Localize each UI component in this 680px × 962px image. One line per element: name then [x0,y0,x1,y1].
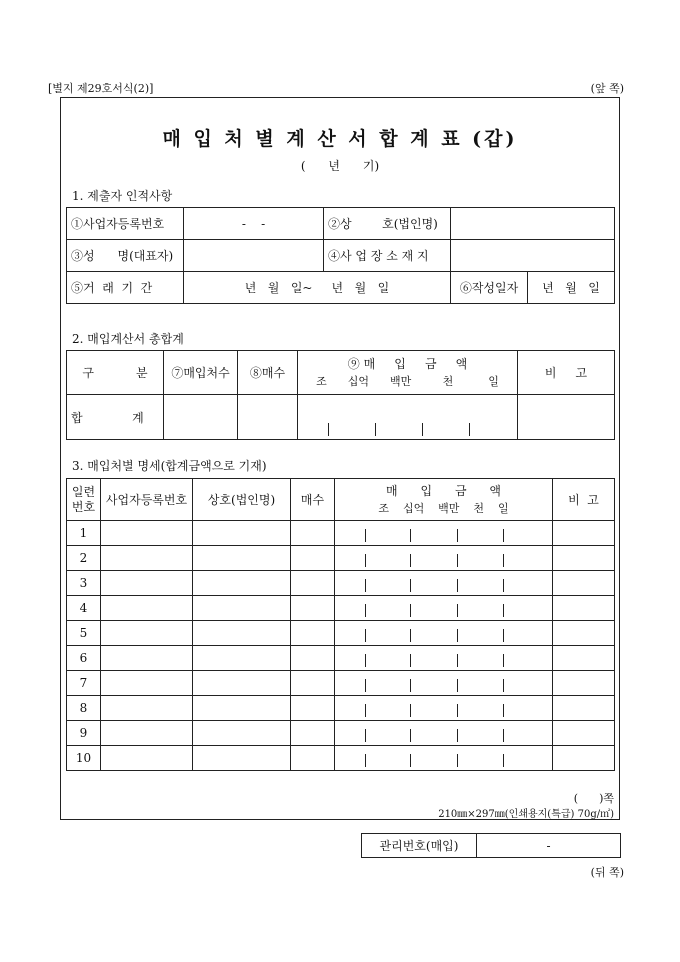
unit-divider [410,529,411,542]
total-table [66,350,615,440]
row-sheets[interactable] [291,621,335,646]
row-number: 5 [67,621,101,646]
unit-divider [410,679,411,692]
period-label: ⑤거 래 기 간 [67,272,184,304]
unit-divider [503,654,504,667]
row-biz-no[interactable] [101,571,193,596]
submitter-table [66,207,615,304]
name-value[interactable] [451,208,615,240]
table-row [67,521,615,546]
unit-divider [503,754,504,767]
row-sheets[interactable] [291,746,335,771]
row-biz-no[interactable] [101,521,193,546]
col-seq: 일련 번호 [67,479,101,521]
row-number: 7 [67,671,101,696]
unit-divider [365,654,366,667]
mgmt-label: 관리번호(매입) [362,834,477,858]
biz-no-label: ①사업자등록번호 [67,208,184,240]
section3-heading: 3. 매입처별 명세(합계금액으로 기재) [72,459,267,473]
unit-divider [410,654,411,667]
row-number: 3 [67,571,101,596]
row-note[interactable] [553,546,615,571]
col-div: 구 분 [67,351,164,395]
table-row [67,596,615,621]
written-value[interactable]: 년 월 일 [528,272,615,304]
col-sheets: ⑧매수 [238,351,298,395]
row-sheets[interactable] [291,596,335,621]
back-label: (뒤 쪽) [590,866,624,879]
row-sheets[interactable] [291,671,335,696]
rep-value[interactable] [184,240,324,272]
unit-divider [365,729,366,742]
unit-divider [365,629,366,642]
written-label: ⑥작성일자 [451,272,528,304]
row-amount[interactable] [335,546,553,571]
unit-divider [457,554,458,567]
unit-divider [503,529,504,542]
unit-divider [503,629,504,642]
unit-divider [410,554,411,567]
row-note[interactable] [553,596,615,621]
col-amount [298,351,518,395]
table-row [67,546,615,571]
total-amount[interactable] [298,395,518,440]
unit-divider [503,554,504,567]
row-sheets[interactable] [291,546,335,571]
unit-divider [365,554,366,567]
row-number: 6 [67,646,101,671]
mgmt-value[interactable]: - [477,834,621,858]
row-biz-no[interactable] [101,646,193,671]
amount-units: 조 십억 백만 천 일 [316,374,499,388]
unit-divider [457,654,458,667]
unit-divider [410,604,411,617]
unit-divider [457,754,458,767]
front-label: (앞 쪽) [590,82,624,95]
unit-divider [410,629,411,642]
row-sheets[interactable] [291,721,335,746]
row-name[interactable] [193,521,291,546]
row-name[interactable] [193,596,291,621]
row-name[interactable] [193,671,291,696]
unit-divider [457,704,458,717]
row-biz-no[interactable] [101,746,193,771]
row-number: 10 [67,746,101,771]
period-value[interactable]: 년 월 일~ 년 월 일 [184,272,451,304]
form-label: [별지 제29호서식(2)] [48,82,154,95]
rep-label: ③성 명(대표자) [67,240,184,272]
paper-spec: 210㎜×297㎜(인쇄용지(특급) 70g/㎡) [438,809,614,820]
section2-heading: 2. 매입계산서 총합계 [72,332,184,346]
unit-divider [365,754,366,767]
row-note[interactable] [553,721,615,746]
row-amount[interactable] [335,596,553,621]
section1-heading: 1. 제출자 인적사항 [72,189,173,203]
table-row [67,571,615,596]
table-row [67,646,615,671]
row-sheets[interactable] [291,521,335,546]
unit-divider [457,729,458,742]
row-biz-no[interactable] [101,621,193,646]
row-note[interactable] [553,621,615,646]
col-amount [335,479,553,521]
year-line: ( 년 기) [300,159,380,173]
row-name[interactable] [193,546,291,571]
amount-header: ⑨ 매 입 금 액 [347,356,468,371]
unit-divider [457,604,458,617]
table-row [67,746,615,771]
address-value[interactable] [451,240,615,272]
unit-divider [503,679,504,692]
row-number: 8 [67,696,101,721]
row-name[interactable] [193,571,291,596]
row-number: 2 [67,546,101,571]
row-biz-no[interactable] [101,546,193,571]
row-name[interactable] [193,746,291,771]
table-row [67,671,615,696]
table-row [67,721,615,746]
row-amount[interactable] [335,521,553,546]
row-biz-no[interactable] [101,696,193,721]
row-number: 9 [67,721,101,746]
unit-divider [410,754,411,767]
table-row [67,621,615,646]
row-total-label: 합 계 [67,395,164,440]
col-biz-no: 사업자등록번호 [101,479,193,521]
table-row [67,696,615,721]
unit-divider [503,704,504,717]
row-amount[interactable] [335,671,553,696]
biz-no-value[interactable]: - - [184,208,324,240]
row-biz-no[interactable] [101,671,193,696]
row-amount[interactable] [335,746,553,771]
unit-divider [365,604,366,617]
name-label: ②상 호(법인명) [324,208,451,240]
address-label: ④사 업 장 소 재 지 [324,240,451,272]
row-note[interactable] [553,671,615,696]
unit-divider [457,629,458,642]
total-note[interactable] [518,395,615,440]
row-number: 1 [67,521,101,546]
row-note[interactable] [553,521,615,546]
unit-divider [457,579,458,592]
unit-divider [410,579,411,592]
row-name[interactable] [193,621,291,646]
row-name[interactable] [193,646,291,671]
unit-divider [457,529,458,542]
unit-divider [365,529,366,542]
col-name: 상호(법인명) [193,479,291,521]
col-note: 비 고 [553,479,615,521]
unit-divider [410,704,411,717]
row-number: 4 [67,596,101,621]
mgmt-table [361,833,621,858]
unit-divider [365,579,366,592]
row-amount[interactable] [335,696,553,721]
unit-divider [503,729,504,742]
amount-header: 매 입 금 액 [385,483,502,498]
row-note[interactable] [553,696,615,721]
unit-divider [365,679,366,692]
unit-divider [457,679,458,692]
unit-divider [503,604,504,617]
detail-table [66,478,615,771]
total-sheets[interactable] [238,395,298,440]
col-sheets: 매수 [291,479,335,521]
row-name[interactable] [193,696,291,721]
col-count: ⑦매입처수 [164,351,238,395]
page-mark: ( )쪽 [573,792,614,805]
total-count[interactable] [164,395,238,440]
row-sheets[interactable] [291,646,335,671]
row-amount[interactable] [335,571,553,596]
row-note[interactable] [553,646,615,671]
row-amount[interactable] [335,721,553,746]
page-title: 매 입 처 별 계 산 서 합 계 표 (갑) [162,128,518,150]
row-amount[interactable] [335,621,553,646]
row-amount[interactable] [335,646,553,671]
amount-units: 조 십억 백만 천 일 [378,501,509,515]
row-name[interactable] [193,721,291,746]
row-sheets[interactable] [291,696,335,721]
row-note[interactable] [553,746,615,771]
unit-divider [410,729,411,742]
unit-divider [503,579,504,592]
unit-divider [365,704,366,717]
row-biz-no[interactable] [101,721,193,746]
row-sheets[interactable] [291,571,335,596]
row-biz-no[interactable] [101,596,193,621]
col-note: 비 고 [518,351,615,395]
row-note[interactable] [553,571,615,596]
